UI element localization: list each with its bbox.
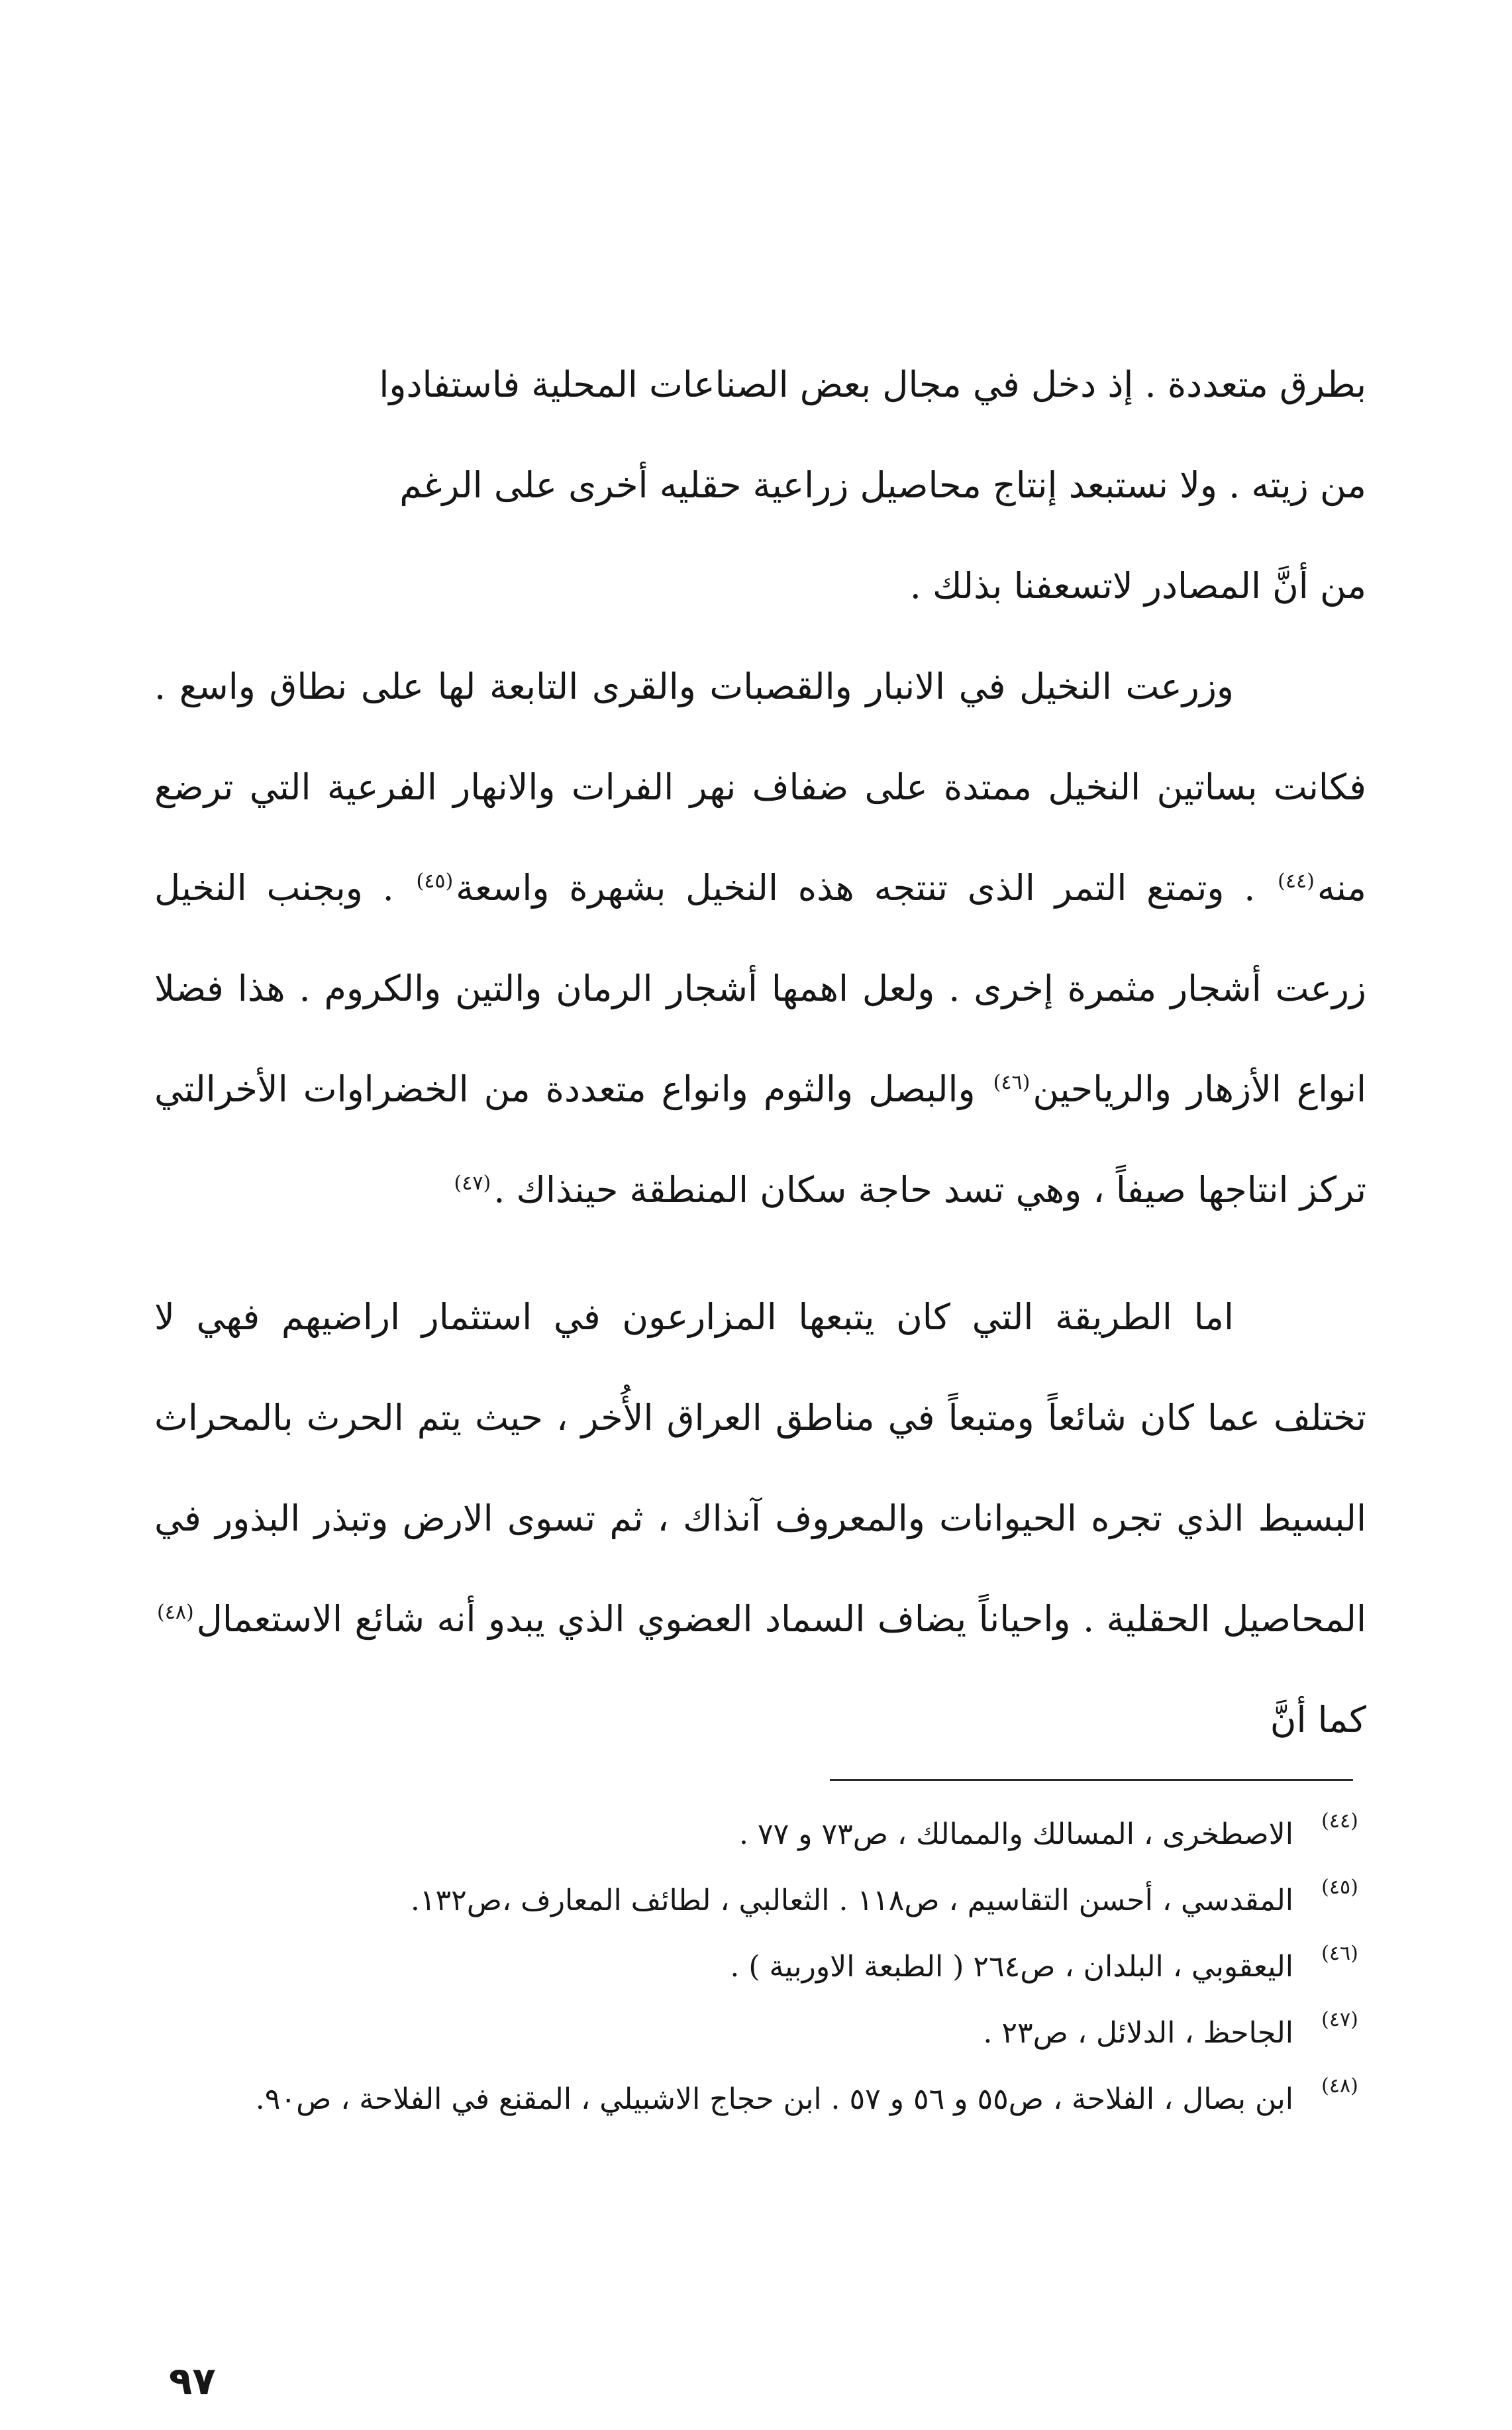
- footnote-ref-48: (٤٨): [157, 1601, 194, 1624]
- footnote-ref-46: (٤٦): [993, 1071, 1031, 1094]
- paragraph-2: [154, 636, 1366, 1240]
- footnote-44: [154, 1801, 1366, 1868]
- footnote-number: (٤٤): [1321, 1809, 1358, 1833]
- paragraph-1-line-2: من زيته . ولا نستبعد إنتاج محاصيل زراعية حقليه أخرى على الرغم: [399, 464, 1366, 506]
- paragraph-2-text-a: وزرعت النخيل في الانبار والقصبات والقرى التابعة لها على نطاق واسع . فكانت بساتين النخيل ممتدة على ضفاف نهر الفرات والانهار الفرعية التي ترضع منه: [154, 666, 1366, 909]
- body-text: [154, 334, 1366, 1770]
- footnote-ref-45: (٤٥): [416, 870, 454, 893]
- footnote-number: (٤٨): [1321, 2074, 1358, 2098]
- paragraph-1-line-3: من أنَّ المصادر لاتسعفنا بذلك .: [909, 565, 1366, 607]
- footnote-48: [154, 2066, 1366, 2133]
- footnote-46: [154, 1934, 1366, 2000]
- paragraph-2-text-b: . وتمتع التمر الذى تنتجه هذه النخيل بشهرة واسعة: [456, 867, 1276, 909]
- footnote-number: (٤٦): [1321, 1942, 1358, 1965]
- footnote-number: (٤٧): [1321, 2008, 1358, 2031]
- paragraph-3-text-a: اما الطريقة التي كان يتبعها المزارعون في استثمار اراضيهم فهي لا تختلف عما كان شائعاً ومتبعاً في مناطق العراق الأُخر ، حيث يتم الحرث بالمحراث البسيط الذي تجره الحيوانات والمعروف آنذاك ، ثم تسوى الارض وتبذر البذور في المحاصيل الحقلية . واحياناً يضاف السماد العضوي الذي يبدو أنه شائع الاستعمال: [154, 1296, 1366, 1640]
- page-number: ٩٧: [169, 2358, 216, 2404]
- paragraph-2-text-c: . وبجنب النخيل زرعت أشجار مثمرة إخرى . ولعل اهمها أشجار الرمان والتين والكروم . هذا فضلا انواع الأزهار والرياحين: [154, 867, 1366, 1110]
- footnote-text: المقدسي ، أحسن التقاسيم ، ص١١٨ . الثعالبي ، لطائف المعارف ،ص١٣٢.: [410, 1884, 1293, 1917]
- paragraph-1: [154, 334, 1366, 636]
- footnote-text: اليعقوبي ، البلدان ، ص٢٦٤ ( الطبعة الاوربية ) .: [730, 1950, 1293, 1984]
- footnotes: [154, 1801, 1366, 2133]
- footnote-separator: [830, 1779, 1353, 1781]
- footnote-ref-44: (٤٤): [1278, 870, 1315, 893]
- paragraph-1-line-1: بطرق متعددة . إذ دخل في مجال بعض الصناعات المحلية فاستفادوا: [379, 364, 1366, 405]
- footnote-45: [154, 1868, 1366, 1934]
- paragraph-2-text-d: والبصل والثوم وانواع متعددة من الخضراوات الأخرالتي تركز انتاجها صيفاً ، وهي تسد حاجة سكان المنطقة حينذاك .: [154, 1068, 1366, 1211]
- footnote-text: الجاحظ ، الدلائل ، ص٢٣ .: [983, 2016, 1293, 2050]
- footnote-number: (٤٥): [1321, 1876, 1358, 1899]
- footnote-ref-47: (٤٧): [454, 1172, 491, 1195]
- footnote-text: ابن بصال ، الفلاحة ، ص٥٥ و ٥٦ و ٥٧ . ابن حجاج الاشبيلي ، المقنع في الفلاحة ، ص٩٠.: [255, 2082, 1293, 2116]
- paragraph-3: [154, 1267, 1366, 1770]
- footnote-text: الاصطخرى ، المسالك والممالك ، ص٧٣ و ٧٧ .: [738, 1817, 1293, 1851]
- footnote-47: [154, 2000, 1366, 2066]
- paragraph-3-text-b: كما أنَّ: [1270, 1699, 1366, 1741]
